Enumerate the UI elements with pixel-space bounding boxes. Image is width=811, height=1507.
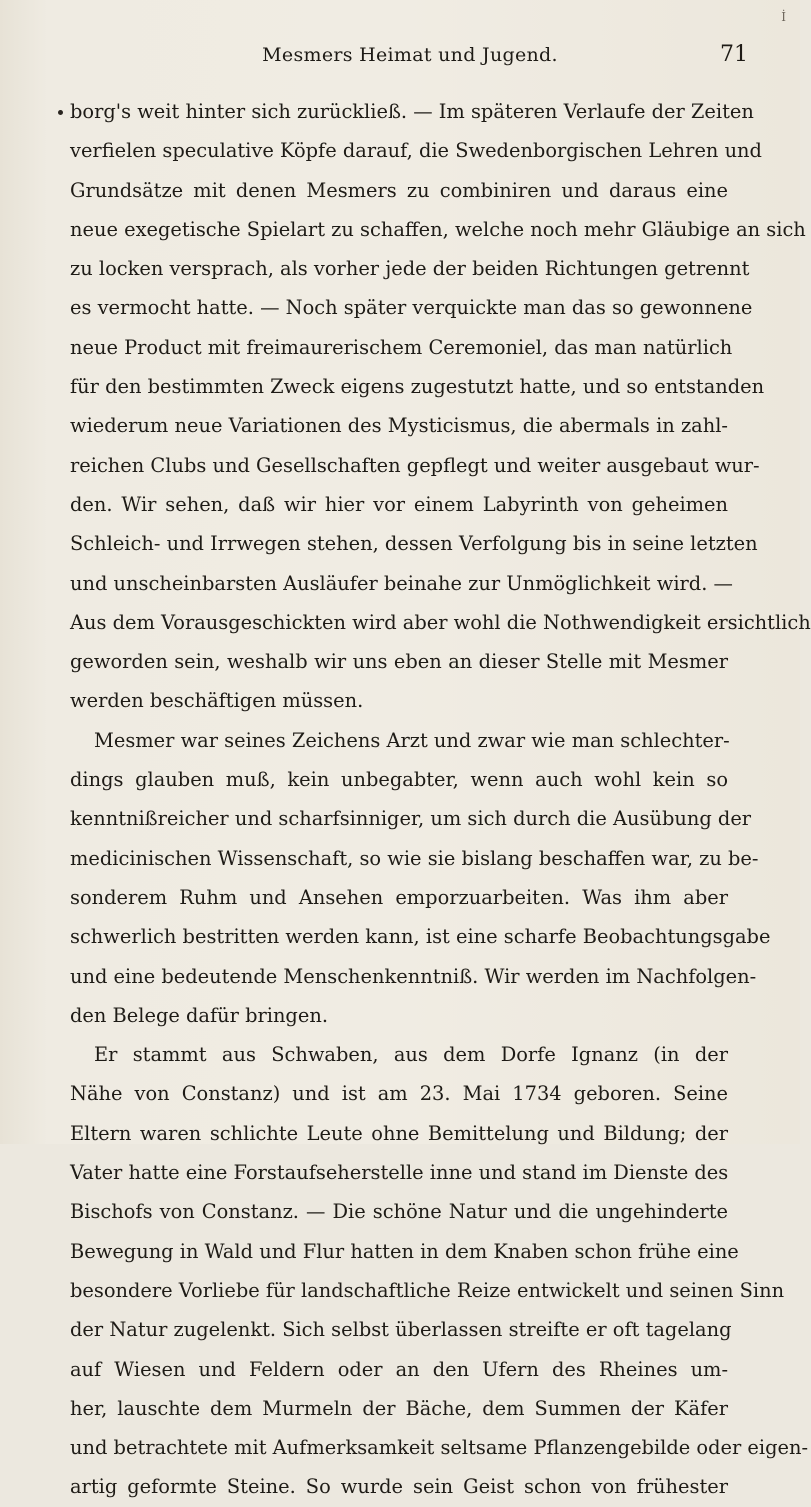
running-title: Mesmers Heimat und Jugend. <box>262 44 558 66</box>
text-line: zu locken versprach, als vorher jede der beiden Richtungen getrennt <box>70 257 750 281</box>
text-line: neue Product mit freimaurerischem Ceremoniel, das man natürlich <box>70 335 733 359</box>
text-line: der Natur zugelenkt. Sich selbst überlassen streifte er oft tagelang <box>70 1318 732 1342</box>
text-line: Aus dem Vorausgeschickten wird aber wohl die Nothwendigkeit ersichtlich <box>70 610 811 634</box>
text-line: Bischofs von Constanz. — Die schöne Natur und die ungehinderte <box>70 1200 728 1224</box>
text-line: und eine bedeutende Menschenkenntniß. Wir werden im Nachfolgen- <box>70 964 757 988</box>
text-line: her, lauschte dem Murmeln der Bäche, dem Summen der Käfer <box>70 1396 728 1420</box>
text-line: und unscheinbarsten Ausläufer beinahe zur Unmöglichkeit wird. — <box>70 571 733 595</box>
text-line: medicinischen Wissenschaft, so wie sie bislang beschaffen war, zu be- <box>70 846 759 870</box>
paragraph-end-line: den Belege dafür bringen. <box>70 1003 328 1027</box>
page-header <box>60 40 760 76</box>
text-line: dings glauben muß, kein unbegabter, wenn auch wohl kein so <box>70 768 728 792</box>
text-line: besondere Vorliebe für landschaftliche Reize entwickelt und seinen Sinn <box>70 1278 785 1302</box>
text-line: für den bestimmten Zweck eigens zugestutzt hatte, und so entstanden <box>70 375 765 399</box>
text-line: sonderem Ruhm und Ansehen emporzuarbeiten. Was ihm aber <box>70 885 728 909</box>
paragraph-start-line: Er stammt aus Schwaben, aus dem Dorfe Ignanz (in der <box>94 1043 728 1067</box>
text-line: Grundsätze mit denen Mesmers zu combiniren und daraus eine <box>70 178 728 202</box>
margin-dot <box>58 110 63 115</box>
text-line: Eltern waren schlichte Leute ohne Bemittelung und Bildung; der <box>70 1121 728 1145</box>
text-line: Bewegung in Wald und Flur hatten in dem Knaben schon frühe eine <box>70 1239 739 1263</box>
corner-mark: İ <box>781 10 786 24</box>
text-line: auf Wiesen und Feldern oder an den Ufern des Rheines um- <box>70 1357 728 1381</box>
page-number: 71 <box>720 42 748 67</box>
text-line: Nähe von Constanz) und ist am 23. Mai 1734 geboren. Seine <box>70 1082 728 1106</box>
text-line: den. Wir sehen, daß wir hier vor einem Labyrinth von geheimen <box>70 492 728 516</box>
text-line: kenntnißreicher und scharfsinniger, um sich durch die Ausübung der <box>70 807 752 831</box>
text-line: Vater hatte eine Forstaufseherstelle inne und stand im Dienste des <box>70 1161 729 1185</box>
text-line: artig geformte Steine. So wurde sein Geist schon von frühester <box>70 1475 728 1499</box>
paragraph-start-line: Mesmer war seines Zeichens Arzt und zwar wie man schlechter- <box>94 728 730 752</box>
text-line: wiederum neue Variationen des Mysticismus, die abermals in zahl- <box>70 414 728 438</box>
text-line: verfielen speculative Köpfe darauf, die Swedenborgischen Lehren und <box>70 139 762 163</box>
text-line: Schleich- und Irrwegen stehen, dessen Verfolgung bis in seine letzten <box>70 532 758 556</box>
text-line: reichen Clubs und Gesellschaften gepflegt und weiter ausgebaut wur- <box>70 453 760 477</box>
paragraph-end-line: werden beschäftigen müssen. <box>70 689 364 713</box>
text-line: und betrachtete mit Aufmerksamkeit seltsame Pflanzengebilde oder eigen- <box>70 1436 809 1460</box>
text-line: schwerlich bestritten werden kann, ist eine scharfe Beobachtungsgabe <box>70 925 771 949</box>
text-line: geworden sein, weshalb wir uns eben an dieser Stelle mit Mesmer <box>70 650 728 674</box>
text-line: borg's weit hinter sich zurückließ. — Im späteren Verlaufe der Zeiten <box>70 100 754 123</box>
text-line: neue exegetische Spielart zu schaffen, welche noch mehr Gläubige an sich <box>70 217 806 241</box>
text-line: es vermocht hatte. — Noch später verquickte man das so gewonnene <box>70 296 753 320</box>
body-text <box>70 92 811 1507</box>
